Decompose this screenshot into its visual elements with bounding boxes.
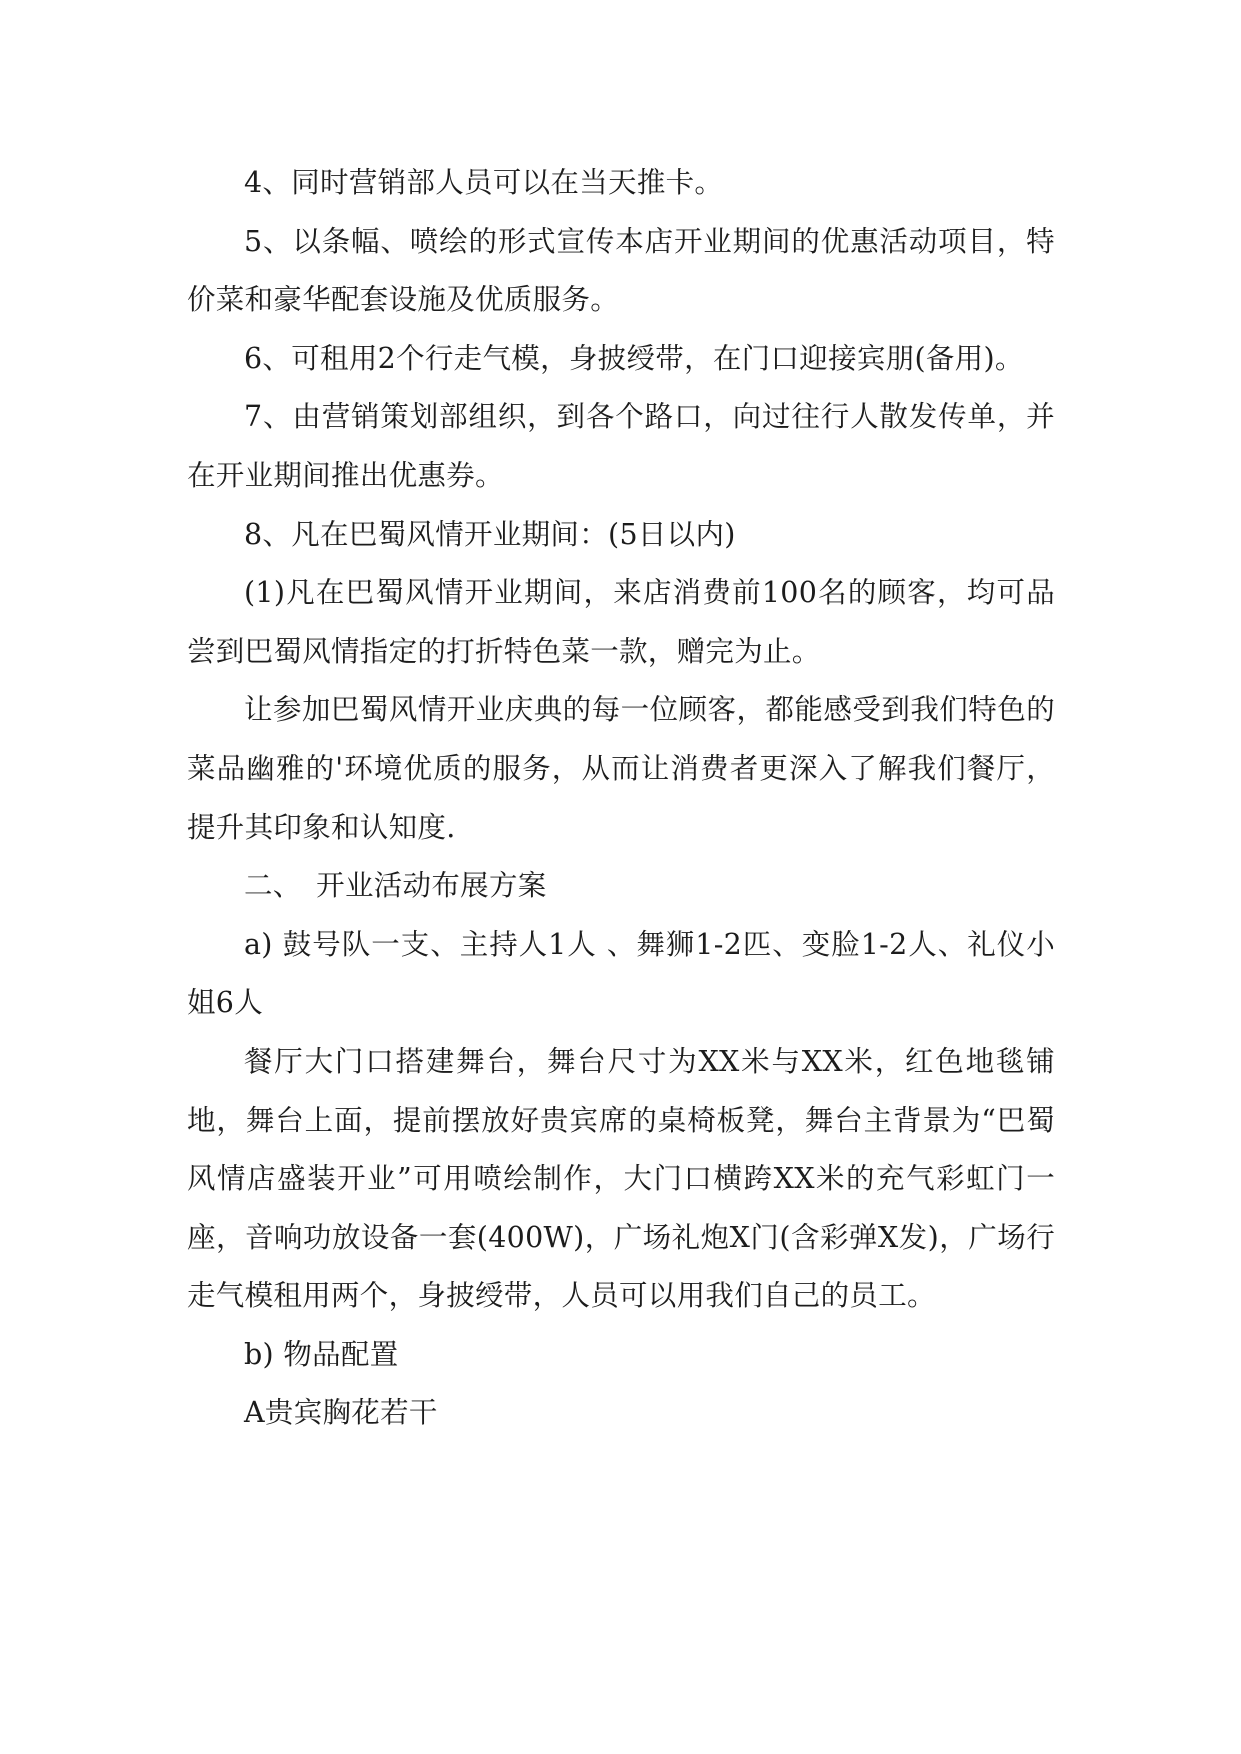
document-body <box>187 154 1055 1443</box>
paragraph-sub-item-1: (1)凡在巴蜀风情开业期间，来店消费前100名的顾客，均可品尝到巴蜀风情指定的打折特色菜一款，赠完为止。 <box>187 576 1055 668</box>
paragraph-item-8: 8、凡在巴蜀风情开业期间：(5日以内) <box>244 517 736 551</box>
paragraph-item-5: 5、以条幅、喷绘的形式宣传本店开业期间的优惠活动项目，特价菜和豪华配套设施及优质服务。 <box>187 224 1055 317</box>
section-heading-2: 二、 开业活动布展方案 <box>244 869 547 903</box>
paragraph-staffing: a) 鼓号队一支、主持人1人 、舞狮1-2匹、变脸1-2人、礼仪小姐6人 <box>187 927 1055 1020</box>
paragraph-item-7: 7、由营销策划部组织，到各个路口，向过往行人散发传单，并在开业期间推出优惠券。 <box>187 400 1055 492</box>
paragraph-stage-setup: 餐厅大门口搭建舞台，舞台尺寸为XX米与XX米，红色地毯铺地，舞台上面，提前摆放好贵宾席的桌椅板凳，舞台主背景为“巴蜀风情店盛装开业”可用喷绘制作，大门口横跨XX米的充气彩虹门一座，音响功放设备一套(400W)，广场礼炮X门(含彩弹X发)，广场行走气模租用两个，身披绶带，人员可以用我们自己的员工。 <box>187 1044 1055 1313</box>
paragraph-summary: 让参加巴蜀风情开业庆典的每一位顾客，都能感受到我们特色的菜品幽雅的'环境优质的服务，从而让消费者更深入了解我们餐厅，提升其印象和认知度. <box>187 693 1055 844</box>
subheading-supplies: b) 物品配置 <box>244 1337 399 1371</box>
paragraph-item-6: 6、可租用2个行走气模，身披绶带，在门口迎接宾朋(备用)。 <box>244 341 1024 375</box>
paragraph-item-4: 4、同时营销部人员可以在当天推卡。 <box>244 166 724 199</box>
paragraph-corsages: A贵宾胸花若干 <box>244 1396 438 1430</box>
